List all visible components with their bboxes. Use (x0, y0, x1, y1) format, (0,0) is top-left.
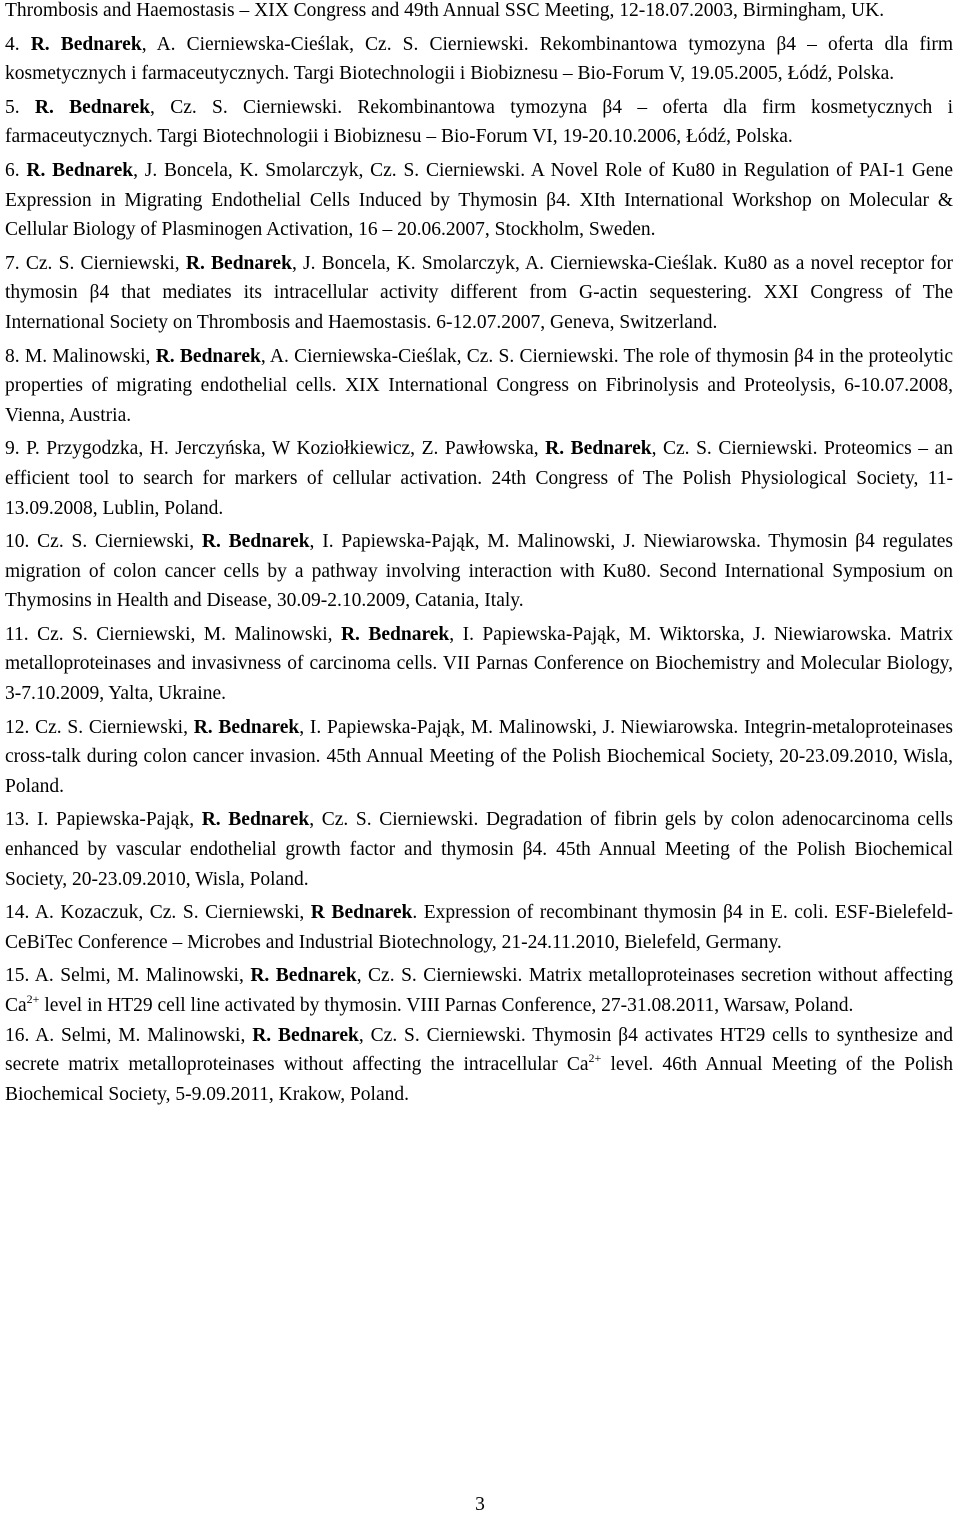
author-highlight: R. Bednarek (26, 159, 134, 181)
entry-text: , Cz. S. Cierniewski. Thymosin β4 activates HT29 cells to synthesize and secrete matrix metalloproteinases without affecting the intracellular Ca (5, 1024, 953, 1076)
entry-text: , Cz. S. Cierniewski. Matrix metalloproteinases secretion without affecting Ca (5, 965, 953, 1016)
entry-text: level. 46th Annual Meeting of the Polish Biochemical Society, 5-9.09.2011, Krakow, Poland. (5, 1054, 953, 1105)
entry-text: 10. Cz. S. Cierniewski, (5, 531, 202, 553)
author-highlight: R. Bednarek (252, 1024, 359, 1046)
publication-entry (5, 0, 953, 26)
author-highlight: R. Bednarek (340, 623, 450, 645)
page-number: 3 (475, 1494, 485, 1515)
entry-text: , I. Papiewska-Pająk, M. Wiktorska, J. Niewiarowska. Matrix metalloproteinases and invasivness of carcinoma cells. VII Parnas Conference on Biochemistry and Molecular Biology, 3-7.10.2009, Yalta, Ukraine. (5, 623, 953, 705)
entry-text: , Cz. S. Cierniewski. Proteomics – an efficient tool to search for markers of cellular activation. 24th Congress of The Polish Physiological Society, 11-13.09.2008, Lublin, Poland. (5, 438, 953, 519)
entry-text: 9. P. Przygodzka, H. Jerczyńska, W Koziołkiewicz, Z. Pawłowska, (5, 438, 546, 460)
author-highlight: R. Bednarek (201, 531, 310, 553)
entry-text: . Expression of recombinant thymosin β4 in E. coli. ESF-Bielefeld-CeBiTec Conference – Microbes and Industrial Biotechnology, 21-24.11.2010, Bielefeld, Germany. (5, 902, 953, 953)
entry-text: 4. (5, 33, 31, 55)
entry-text: , Cz. S. Cierniewski. Degradation of fibrin gels by colon adenocarcinoma cells enhanced by vascular endothelial growth factor and thymosin β4. 45th Annual Meeting of the Polish Biochemical Society, 20-23.09.2010, Wisla, Poland. (5, 809, 953, 890)
entry-text: 8. M. Malinowski, (5, 345, 156, 367)
author-highlight: R. Bednarek (201, 809, 310, 831)
superscript: 2+ (588, 1051, 602, 1066)
publication-entry (5, 713, 953, 802)
entry-text: 7. Cz. S. Cierniewski, (5, 252, 186, 274)
entry-text: , J. Boncela, K. Smolarczyk, Cz. S. Cierniewski. A Novel Role of Ku80 in Regulation of PAI-1 Gene Expression in Migrating Endothelial Cells Induced by Thymosin β4. XIth International Workshop on Molecular & Cellular Biology of Plasminogen Activation, 16 – 20.06.2007, Stockholm, Sweden. (5, 159, 953, 241)
entry-text: 5. (5, 96, 35, 118)
entry-text: 11. Cz. S. Cierniewski, M. Malinowski, (5, 623, 341, 645)
entry-text: , J. Boncela, K. Smolarczyk, A. Cierniewska-Cieślak. Ku80 as a novel receptor for thymosin β4 that mediates its intracellular activity different from G-actin sequestering. XXI Congress of The International Society on Thrombosis and Haemostasis. 6-12.07.2007, Geneva, Switzerland. (5, 252, 953, 333)
entry-text: , Cz. S. Cierniewski. Rekombinantowa tymozyna β4 – oferta dla firm kosmetycznych i farmaceutycznych. Targi Biotechnologii i Biobiznesu – Bio-Forum VI, 19-20.10.2006, Łódź, Polska. (5, 96, 954, 148)
entry-text: , I. Papiewska-Pająk, M. Malinowski, J. Niewiarowska. Integrin-metaloproteinases cross-talk during colon cancer invasion. 45th Annual Meeting of the Polish Biochemical Society, 20-23.09.2010, Wisla, Poland. (5, 716, 953, 797)
publication-entry (5, 898, 953, 957)
entry-text: level in HT29 cell line activated by thymosin. VIII Parnas Conference, 27-31.08.2011, Warsaw, Poland. (39, 995, 854, 1016)
author-highlight: R. Bednarek (193, 716, 300, 738)
publication-entry (5, 434, 953, 523)
publication-entry (5, 805, 953, 894)
publication-entry (5, 620, 953, 709)
publication-entry (5, 156, 953, 245)
publication-entry (5, 342, 953, 431)
entry-text: 16. A. Selmi, M. Malinowski, (5, 1024, 253, 1046)
author-highlight: R. Bednarek (30, 33, 142, 55)
entry-text: 6. (5, 159, 27, 181)
entry-text: , A. Cierniewska-Cieślak, Cz. S. Cierniewski. Rekombinantowa tymozyna β4 – oferta dla firm kosmetycznych i farmaceutycznych. Targi Biotechnologii i Biobiznesu – Bio-Forum V, 19.05.2005, Łódź, Polska. (5, 33, 953, 85)
author-highlight: R. Bednarek (185, 252, 292, 274)
entry-text: 14. A. Kozaczuk, Cz. S. Cierniewski, (5, 902, 311, 924)
author-highlight: R Bednarek (310, 902, 413, 924)
entry-text: 15. A. Selmi, M. Malinowski, (5, 965, 251, 987)
publication-entry (5, 527, 953, 616)
author-highlight: R. Bednarek (250, 965, 357, 987)
publication-entry (5, 249, 953, 338)
entry-text: 12. Cz. S. Cierniewski, (5, 716, 194, 738)
entry-text: 13. I. Papiewska-Pająk, (5, 809, 202, 831)
entry-text: , I. Papiewska-Pająk, M. Malinowski, J. Niewiarowska. Thymosin β4 regulates migration of colon cancer cells by a pathway involving interaction with Ku80. Second International Symposium on Thymosins in Health and Disease, 30.09-2.10.2009, Catania, Italy. (5, 531, 953, 612)
author-highlight: R. Bednarek (545, 438, 652, 460)
author-highlight: R. Bednarek (155, 345, 261, 367)
superscript: 2+ (26, 992, 40, 1006)
entry-text: Thrombosis and Haemostasis – XIX Congress and 49th Annual SSC Meeting, 12-18.07.2003, Birmingham, UK. (5, 0, 885, 21)
publication-list (5, 0, 953, 1113)
publication-entry (5, 1021, 953, 1110)
publication-entry (5, 93, 953, 152)
entry-text: , A. Cierniewska-Cieślak, Cz. S. Cierniewski. The role of thymosin β4 in the proteolytic properties of migrating endothelial cells. XIX International Congress on Fibrinolysis and Proteolysis, 6-10.07.2008, Vienna, Austria. (5, 345, 953, 426)
author-highlight: R. Bednarek (34, 96, 151, 118)
publication-entry (5, 961, 953, 1020)
publication-entry (5, 30, 953, 89)
